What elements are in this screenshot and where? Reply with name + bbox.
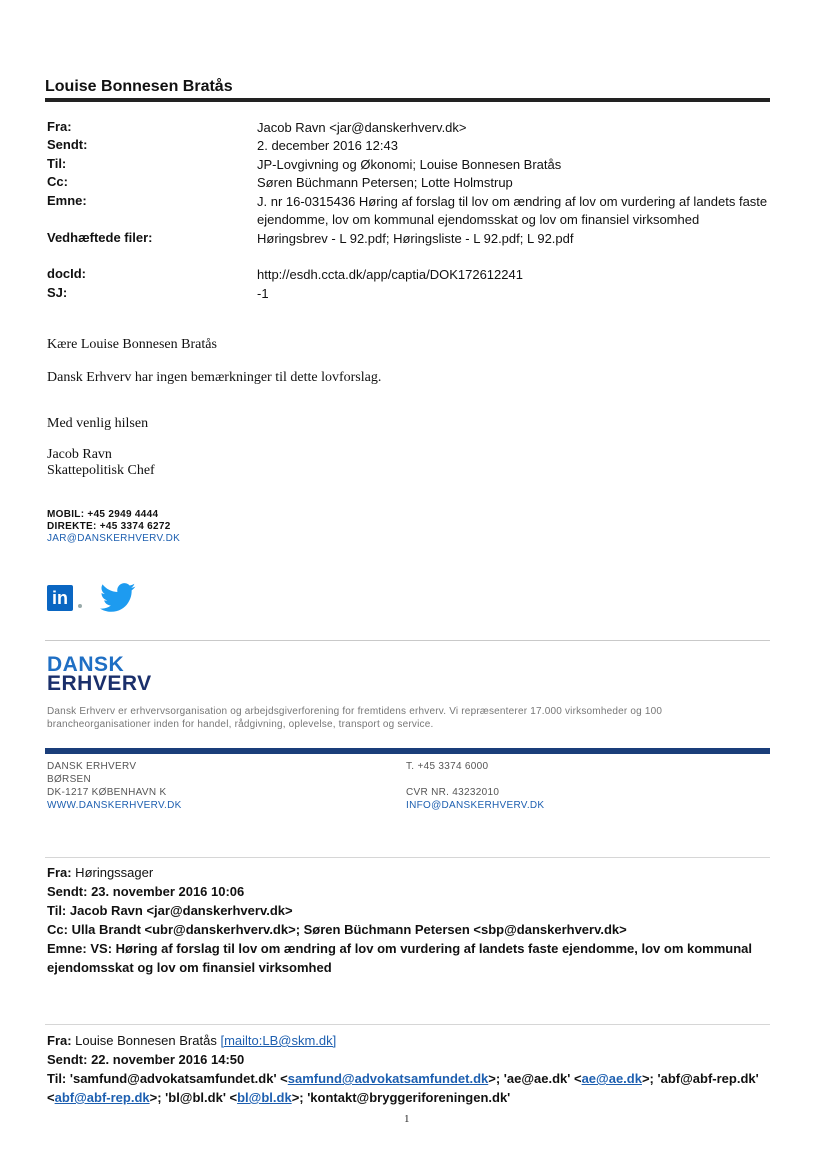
email-link-abf[interactable]: abf@abf-rep.dk — [54, 1090, 150, 1105]
cc-label: Cc: — [47, 174, 68, 189]
forward1-cc: Cc: Ulla Brandt <ubr@danskerhverv.dk>; Søren Büchmann Petersen <sbp@danskerhverv.dk> — [47, 922, 627, 937]
page-number: 1 — [404, 1113, 410, 1125]
sent-label: Sendt: — [47, 137, 88, 152]
footer-address: DK-1217 KØBENHAVN K — [47, 787, 167, 798]
forward2-header — [47, 1031, 772, 1107]
to-label: Til: — [47, 156, 67, 171]
twitter-icon[interactable] — [100, 583, 136, 613]
forward2-mailto-link[interactable]: [mailto:LB@skm.dk] — [220, 1033, 337, 1048]
logo-dansk: DANSK — [47, 653, 125, 676]
footer-left — [47, 760, 182, 812]
direct-number: DIREKTE: +45 3374 6272 — [47, 521, 171, 532]
from-label: Fra: — [47, 119, 72, 134]
footer-spacer — [406, 773, 544, 786]
signer-title: Skattepolitisk Chef — [47, 463, 155, 478]
organisation-description: Dansk Erhverv er erhvervsorganisation og arbejdsgiverforening for fremtidens erhverv. Vi repræsenterer 17.000 virksomheder og 100 brancheorganisationer inden for handel, rådgivning, oplevelse, transport og service. — [47, 706, 663, 730]
email-link-ae[interactable]: ae@ae.dk — [581, 1071, 642, 1086]
forward2-to: Til: 'samfund@advokatsamfundet.dk' <samfund@advokatsamfundet.dk>; 'ae@ae.dk' <ae@ae.dk>; 'abf@abf-rep.dk' <abf@abf-rep.dk>; 'bl@bl.dk' <bl@bl.dk>; 'kontakt@bryggeriforeningen.dk' — [47, 1071, 759, 1105]
attachments-label: Vedhæftede filer: — [47, 230, 153, 245]
separator-dot — [78, 604, 82, 608]
footer-brand-bar — [45, 748, 770, 754]
footer-company: DANSK ERHVERV — [47, 761, 137, 772]
forward2-divider — [45, 1024, 770, 1025]
email-link-samfund[interactable]: samfund@advokatsamfundet.dk — [287, 1071, 489, 1086]
forward1-from: Fra: Høringssager — [47, 865, 154, 880]
forward1-sent: Sendt: 23. november 2016 10:06 — [47, 884, 245, 899]
header-divider — [45, 98, 770, 102]
sent-value: 2. december 2016 12:43 — [257, 138, 398, 153]
forward1-divider — [45, 857, 770, 858]
cc-value: Søren Büchmann Petersen; Lotte Holmstrup — [257, 175, 513, 190]
greeting: Kære Louise Bonnesen Bratås — [47, 337, 217, 352]
footer-cvr: CVR NR. 43232010 — [406, 787, 500, 798]
footer-right — [406, 760, 544, 812]
closing: Med venlig hilsen — [47, 416, 149, 431]
sender-name: Louise Bonnesen Bratås — [45, 78, 233, 95]
forward1-header — [47, 863, 772, 977]
subject-value: J. nr 16-0315436 Høring af forslag til lov om ændring af lov om vurdering af landets faste ejendomme, lov om kommunal ejendomsskat og lov om finansiel virksomhed — [257, 194, 768, 227]
to-value: JP-Lovgivning og Økonomi; Louise Bonnesen Bratås — [257, 157, 562, 172]
subject-label: Emne: — [47, 193, 87, 208]
message: Dansk Erhverv har ingen bemærkninger til dette lovforslag. — [47, 370, 382, 385]
footer-building: BØRSEN — [47, 774, 92, 785]
sj-value: -1 — [257, 286, 269, 301]
attachments-value: Høringsbrev - L 92.pdf; Høringsliste - L 92.pdf; L 92.pdf — [257, 231, 574, 246]
from-value: Jacob Ravn <jar@danskerhverv.dk> — [257, 120, 467, 135]
signature-email-link[interactable]: JAR@DANSKERHVERV.DK — [47, 533, 181, 544]
footer-website-link[interactable]: WWW.DANSKERHVERV.DK — [47, 800, 182, 811]
forward1-to: Til: Jacob Ravn <jar@danskerhverv.dk> — [47, 903, 293, 918]
forward2-sent: Sendt: 22. november 2016 14:50 — [47, 1052, 245, 1067]
footer-phone: T. +45 3374 6000 — [406, 761, 489, 772]
sj-label: SJ: — [47, 285, 68, 300]
mobile-number: MOBIL: +45 2949 4444 — [47, 509, 159, 520]
forward1-subject: Emne: VS: Høring af forslag til lov om ændring af lov om vurdering af landets faste ejendomme, lov om kommunal ejendomsskat og lov om finansiel virksomhed — [47, 941, 753, 975]
signer-name: Jacob Ravn — [47, 447, 112, 462]
email-link-bl[interactable]: bl@bl.dk — [237, 1090, 292, 1105]
logo-erhverv: ERHVERV — [47, 672, 152, 695]
signature-divider — [45, 640, 770, 641]
footer-info-email-link[interactable]: INFO@DANSKERHVERV.DK — [406, 800, 545, 811]
docid-value: http://esdh.ccta.dk/app/captia/DOK172612241 — [257, 267, 523, 282]
docid-label: docId: — [47, 266, 86, 281]
forward2-from: Fra: Louise Bonnesen Bratås [mailto:LB@skm.dk] — [47, 1033, 337, 1048]
linkedin-icon[interactable]: in — [47, 585, 73, 611]
